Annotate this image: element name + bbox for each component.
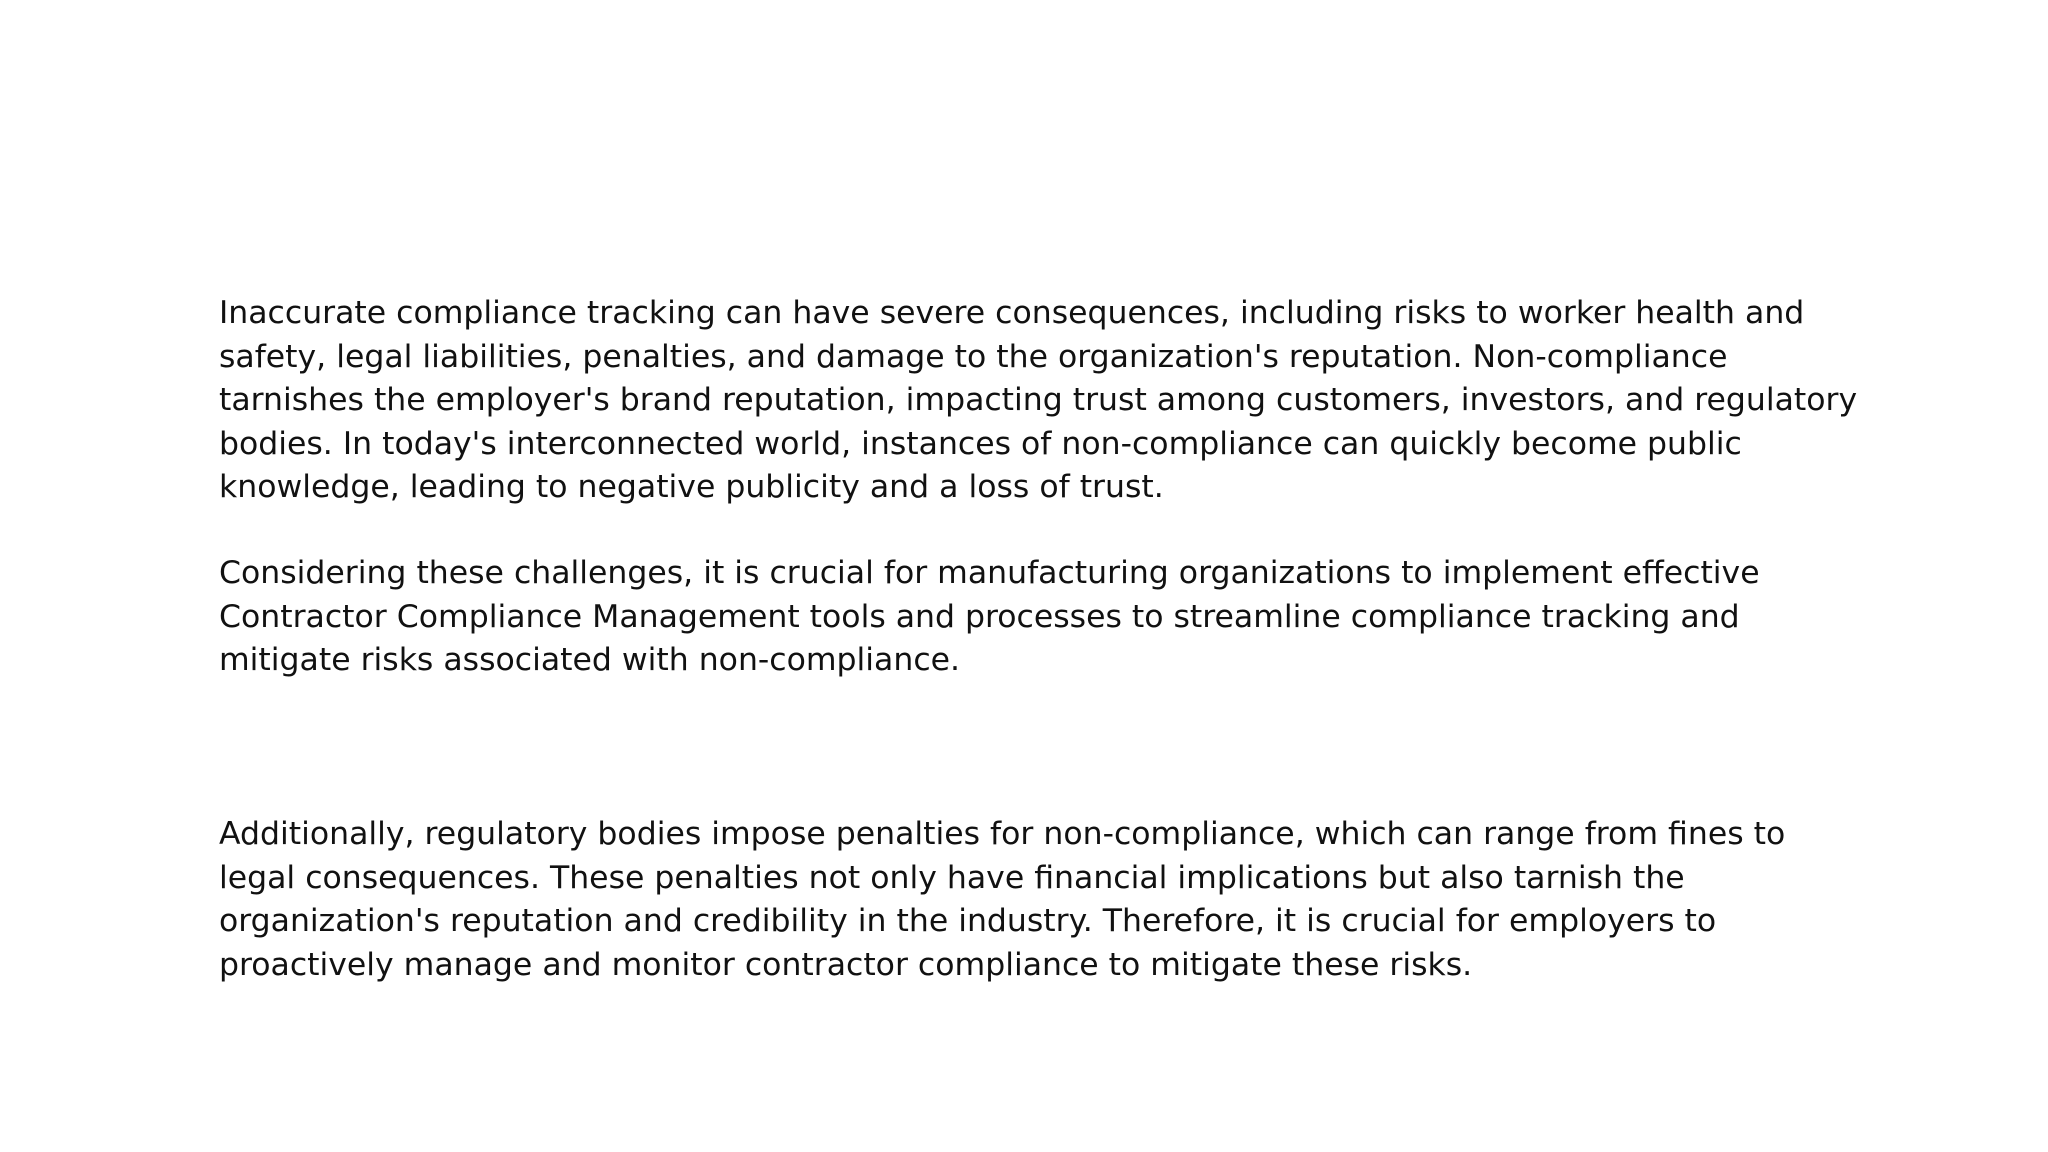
paragraph-line: Considering these challenges, it is crucial for manufacturing organizations to implement effective — [219, 555, 1760, 591]
paragraph-line: tarnishes the employer's brand reputation, impacting trust among customers, investors, and regulatory — [219, 382, 1858, 419]
paragraph-regulatory-penalties — [219, 813, 1899, 987]
paragraph-line: bodies. In today's interconnected world, instances of non-compliance can quickly become public — [219, 425, 1742, 462]
paragraph-line: organization's reputation and credibility in the industry. Therefore, it is crucial for employers to — [219, 903, 1717, 940]
paragraph-line: Contractor Compliance Management tools and processes to streamline compliance tracking and — [219, 598, 1740, 635]
paragraph-line: legal consequences. These penalties not only have financial implications but also tarnish the — [219, 859, 1685, 896]
paragraph-line: Additionally, regulatory bodies impose penalties for non-compliance, which can range from fines to — [219, 816, 1786, 852]
paragraph-line: knowledge, leading to negative publicity and a loss of trust. — [219, 469, 1164, 506]
paragraph-compliance-consequences — [219, 292, 1899, 510]
paragraph-line: mitigate risks associated with non-compliance. — [219, 642, 961, 679]
paragraph-line: Inaccurate compliance tracking can have severe consequences, including risks to worker health and — [219, 295, 1805, 331]
paragraph-compliance-tools — [219, 552, 1899, 683]
paragraph-line: safety, legal liabilities, penalties, and damage to the organization's reputation. Non-compliance — [219, 338, 1728, 375]
paragraph-line: proactively manage and monitor contractor compliance to mitigate these risks. — [219, 946, 1473, 983]
